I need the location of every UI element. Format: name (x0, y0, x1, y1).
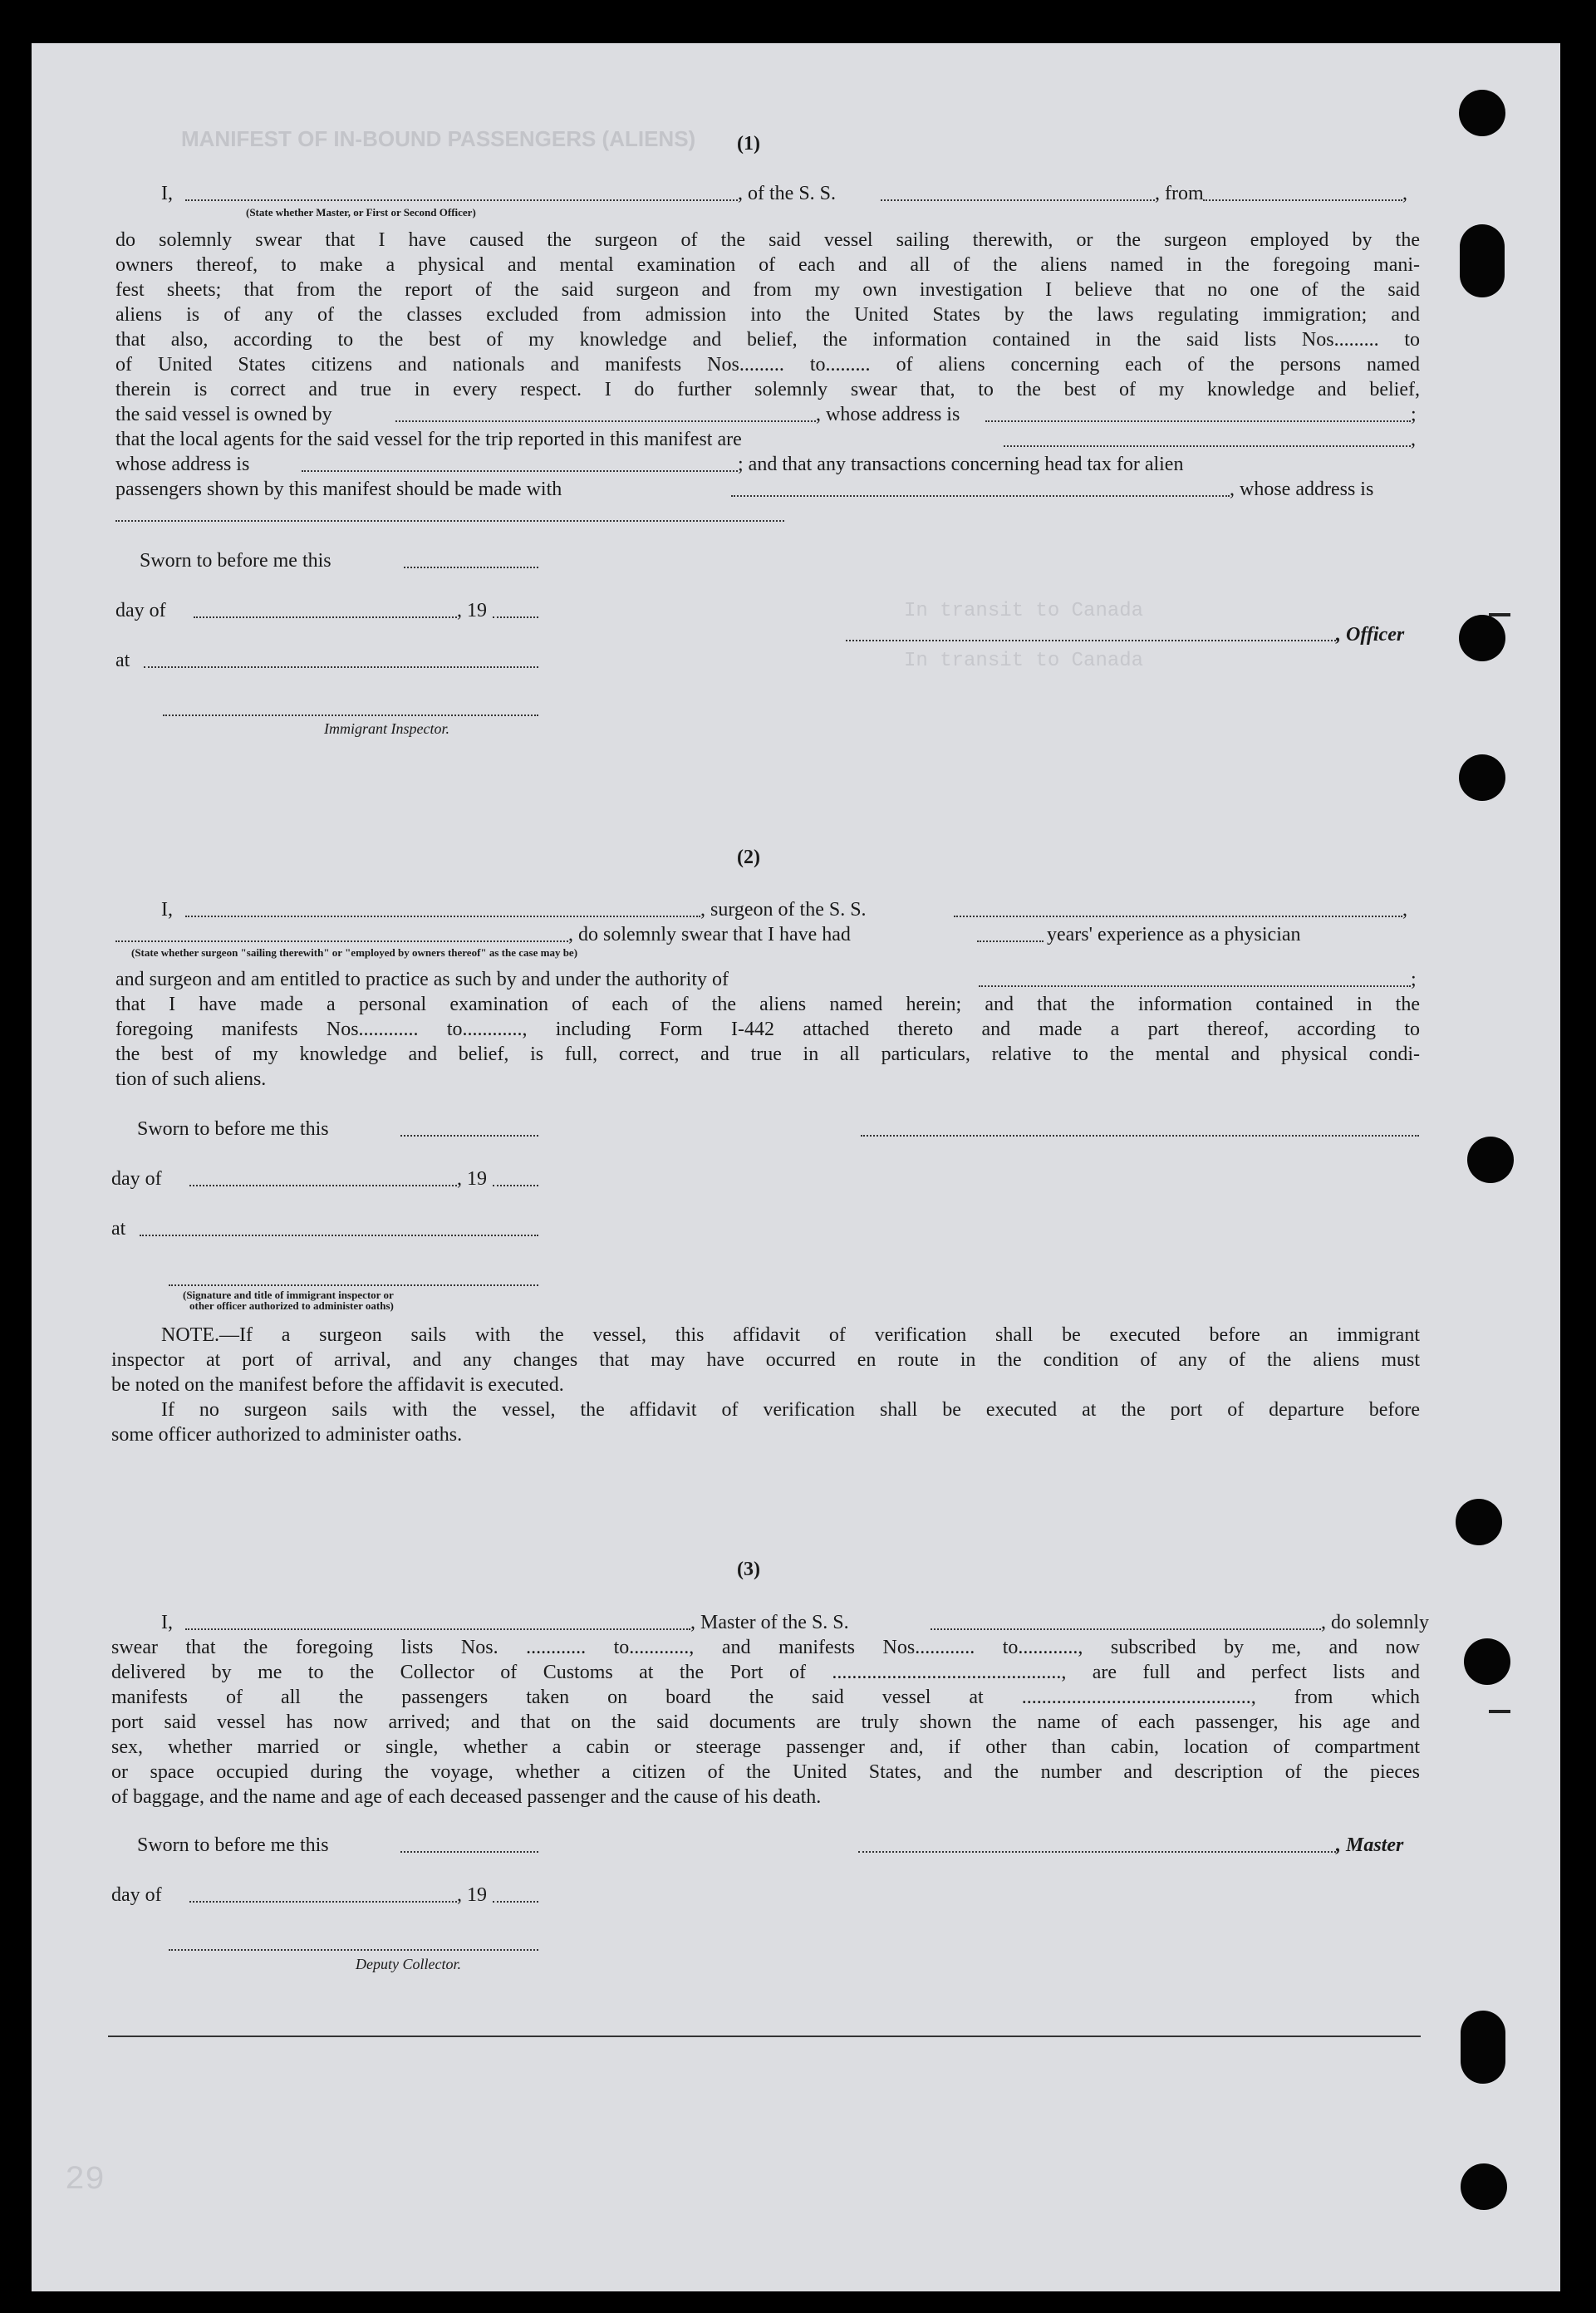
do-solemnly-label-3: , do solemnly (1321, 1612, 1429, 1633)
authority-blank[interactable] (979, 985, 1411, 987)
oath-opening-2: I, (161, 899, 173, 921)
head-tax-label: ; and that any transactions concerning head tax for alien (738, 454, 1184, 475)
year-label-3: , 19 (457, 1884, 487, 1906)
year-blank-1[interactable] (493, 616, 538, 618)
month-blank-1[interactable] (194, 616, 457, 618)
sworn-day-blank-3[interactable] (400, 1851, 538, 1853)
note-text: NOTE.—If a surgeon sails with the vessel, this affidavit of verification shall be executed before an immigrant inspector at port of arrival, and any changes that may have occurred en route in the condition of any of the aliens must be noted on the manifest before the affidavit is executed. If no surgeon sails with the vessel, the affidavit of verification shall be executed at the port of departure before some officer authorized to administer oaths. (111, 1324, 1420, 1446)
master-signature-blank[interactable] (858, 1851, 1336, 1853)
sworn-label-2: Sworn to before me this (137, 1118, 329, 1140)
section-3-oath-text: swear that the foregoing lists Nos. ............ to............, and manifests Nos............ to............, subscribed by me, and now delivered by me to the Collector of Customs at the Port of .............................................., are full and perfect lists and manifests of all the passengers taken on board the said vessel at .............................................., from which port said vessel has now arrived; and that on the said documents are truly shown the name of each passenger, his age and sex, whether married or single, whether a cabin or steerage passenger and, if other than cabin, location of compartment or space occupied during the voyage, whether a citizen of the United States, and the number and description of the pieces of baggage, and the name and age of each deceased passenger and the cause of his death. (111, 1637, 1420, 1808)
section-1-oath-text: do solemnly swear that I have caused the surgeon of the said vessel sailing therewith, or the surgeon employed by the owners thereof, to make a physical and mental examination of each and all of the aliens named in the foregoing mani- fest sheets; that from the report of the said surgeon and from my own investigation I believe that no one of the said aliens is of any of the classes excluded from admission into the United States by the laws regulating immigration; and that also, according to the best of my knowledge and belief, the information contained in the said lists Nos......... to of United States citizens and nationals and manifests Nos......... to......... of aliens concerning each of the persons named therein is correct and true in every respect. I do further solemnly swear that, to the best of my knowledge and belief, (115, 229, 1420, 400)
do-solemnly-label-2: , do solemnly swear that I have had (568, 924, 851, 945)
margin-tick-1 (1489, 613, 1510, 616)
officer-name-blank[interactable] (185, 199, 738, 201)
year-label-1: , 19 (457, 600, 487, 621)
authority-label: and surgeon and am entitled to practice as such by and under the authority of (115, 969, 729, 990)
day-of-label-3: day of (111, 1884, 162, 1906)
owned-by-label: the said vessel is owned by (115, 404, 332, 425)
margin-tick-2 (1489, 1710, 1510, 1713)
at-place-blank-1[interactable] (144, 666, 538, 668)
binding-hole-2 (1460, 224, 1505, 297)
surgeon-of-label: , surgeon of the S. S. (700, 899, 867, 921)
vessel-name-blank-1[interactable] (881, 199, 1155, 201)
binding-hole-7 (1464, 1638, 1510, 1685)
surgeon-name-blank[interactable] (185, 916, 700, 917)
master-label: , Master (1336, 1834, 1404, 1856)
head-tax-address-blank[interactable] (115, 520, 784, 522)
head-tax-agent-blank[interactable] (731, 495, 1230, 497)
month-blank-2[interactable] (189, 1185, 457, 1186)
from-port-blank[interactable] (1203, 199, 1402, 201)
years-blank[interactable] (977, 940, 1044, 942)
section-2-oath-text: that I have made a personal examination of each of the aliens named herein; and that the information contained in the foregoing manifests Nos............ to............, including Form I-442 attached thereto and made a part thereof, according to the best of my knowledge and belief, is full, correct, and true in all particulars, relative to the mental and physical condi- tion of such aliens. (115, 994, 1420, 1090)
year-blank-3[interactable] (493, 1901, 538, 1903)
officer-signature-blank[interactable] (846, 640, 1336, 641)
signature-caption-1: (Signature and title of immigrant inspector or (183, 1289, 394, 1301)
master-of-label: , Master of the S. S. (690, 1612, 849, 1633)
deputy-collector-caption: Deputy Collector. (356, 1956, 461, 1972)
officer-label: , Officer (1336, 624, 1405, 646)
bleed-through-header: MANIFEST OF IN-BOUND PASSENGERS (ALIENS) (181, 126, 696, 151)
owner-address-blank[interactable] (985, 420, 1411, 422)
vessel-name-blank-3[interactable] (931, 1628, 1321, 1630)
master-officer-note: (State whether Master, or First or Second Officer) (246, 206, 476, 219)
year-blank-2[interactable] (493, 1185, 538, 1186)
surgeon-type-blank[interactable] (115, 940, 568, 942)
at-place-blank-2[interactable] (140, 1235, 538, 1236)
inspector-signature-blank-2[interactable] (169, 1284, 538, 1286)
section-1-number: (1) (737, 133, 760, 155)
binding-hole-9 (1461, 2163, 1507, 2210)
of-the-ss-label-1: , of the S. S. (738, 183, 837, 204)
bottom-rule (108, 2036, 1421, 2037)
binding-hole-5 (1467, 1137, 1514, 1183)
binding-hole-8 (1461, 2011, 1505, 2084)
passengers-label: passengers shown by this manifest should be made with (115, 479, 562, 500)
day-of-label-1: day of (115, 600, 166, 621)
master-name-blank[interactable] (185, 1628, 690, 1630)
from-label: , from (1155, 183, 1204, 204)
day-of-label-2: day of (111, 1168, 162, 1190)
binding-hole-6 (1456, 1499, 1502, 1545)
local-agents-blank[interactable] (1004, 445, 1411, 447)
binding-hole-4 (1459, 754, 1505, 801)
signature-caption-2: other officer authorized to administer oaths) (189, 1299, 394, 1312)
whose-address-label-2: whose address is (115, 454, 250, 475)
owner-blank[interactable] (395, 420, 816, 422)
sworn-label-1: Sworn to before me this (140, 550, 331, 572)
sworn-day-blank-1[interactable] (404, 567, 538, 568)
local-agents-label: that the local agents for the said vessel for the trip reported in this manifest are (115, 429, 742, 450)
years-experience-label: years' experience as a physician (1047, 924, 1301, 945)
inspector-signature-blank-1[interactable] (163, 715, 538, 716)
collector-signature-blank[interactable] (169, 1949, 538, 1951)
immigrant-inspector-caption: Immigrant Inspector. (324, 720, 449, 737)
whose-address-label-1: , whose address is (816, 404, 960, 425)
bleed-through-stamp: 29 (65, 2162, 106, 2199)
at-label-2: at (111, 1218, 126, 1240)
whose-address-label-3: , whose address is (1230, 479, 1374, 500)
sworn-day-blank-2[interactable] (400, 1135, 538, 1137)
surgeon-signature-blank[interactable] (861, 1135, 1419, 1137)
month-blank-3[interactable] (189, 1901, 457, 1903)
binding-hole-1 (1459, 90, 1505, 136)
oath-opening-3: I, (161, 1612, 173, 1633)
manifest-back-page: MANIFEST OF IN-BOUND PASSENGERS (ALIENS) In transit to Canada In transit to Canada 29 (1) I, , of the S. S. , from , (State whether Master, or First or Second Officer) do solemnly swear that I have caused the surgeon of the said vessel sailing therewith, or the surgeon employed by the owners thereof, to make a physical and mental examination of each and all of the aliens named in the foregoing mani- fest sheets; that from the report of the said surgeon and from my own investigation I believe that no one of the said aliens is of any of the classes excluded from admission into the United States by the laws regulating immigration; and that also, according to the best of my knowledge and belief, the information contained in the said lists Nos......... to of United States citizens and nationals and manifests Nos......... to......... of aliens concerning each of the persons named therein is correct and true in every respect. I do further solemnly swear that, to the best of my knowledge and belief, the said vessel is owned by , whose address is ; that the local agents for the said vessel for the trip reported in this manifest are , whose address is ; and that any transactions concerning head tax for alien passengers shown by this manifest should be made with , whose address is Sworn to before me this day of , 19 , Officer at Immigrant Inspector. (2) I, , surgeon of the S. S. , , do solemnly swear that I have had years' experience as a physician (State whether surgeon "sailing therewith" or "employed by owners thereof" as the case may be) and surgeon and am entitled to practice as such by and under the authority of ; that I have made a personal examination of each of the aliens named herein; and that the information contained in the foregoing manifests Nos............ to............, including Form I-442 attached thereto and made a part thereof, according to the best of my knowledge and belief, is full, correct, and true in all particulars, relative to the mental and physical condi- tion of such aliens. Sworn to before me this day of , 19 at (Signature and title of immigrant inspector or other officer authorized to administer oaths) NOTE.—If a surgeon sails with the vessel, this affidavit of verification shall be executed before an immigrant inspector at port of arrival, and any changes that may have occurred en route in the condition of any of the aliens must be noted on the manifest before the affidavit is executed. If no surgeon sails with the vessel, the affidavit of verification shall be executed at the port of departure before some officer authorized to administer oaths. (3) I, , Master of the S. S. , do solemnly swear that the foregoing lists Nos. ............ to............, and manifests Nos............ to............, subscribed by me, and now delivered by me to the Collector of Customs at the Port of .............................................., are full and perfect lists and manifests of all the passengers taken on board the said vessel at .............................................., from which port said vessel has now arrived; and that on the said documents are truly shown the name of each passenger, his age and sex, whether married or single, whether a cabin or steerage passenger and, if other than cabin, location of compartment or space occupied during the voyage, whether a citizen of the United States, and the number and description of the pieces of baggage, and the name and age of each deceased passenger and the cause of his death. Sworn to before me this , Master day of , 19 Deputy Collector. (32, 43, 1560, 2291)
oath-opening-1: I, (161, 183, 173, 204)
agents-address-blank[interactable] (302, 470, 738, 472)
section-2-number: (2) (737, 847, 760, 868)
bleed-through-row-1: In transit to Canada (904, 600, 1144, 622)
section-3-number: (3) (737, 1559, 760, 1580)
sworn-label-3: Sworn to before me this (137, 1834, 329, 1856)
binding-hole-3 (1459, 615, 1505, 661)
surgeon-type-note: (State whether surgeon "sailing therewith" or "employed by owners thereof" as the case may be) (131, 946, 578, 959)
vessel-name-blank-2[interactable] (954, 916, 1402, 917)
bleed-through-row-2: In transit to Canada (904, 650, 1144, 672)
at-label-1: at (115, 650, 130, 671)
year-label-2: , 19 (457, 1168, 487, 1190)
